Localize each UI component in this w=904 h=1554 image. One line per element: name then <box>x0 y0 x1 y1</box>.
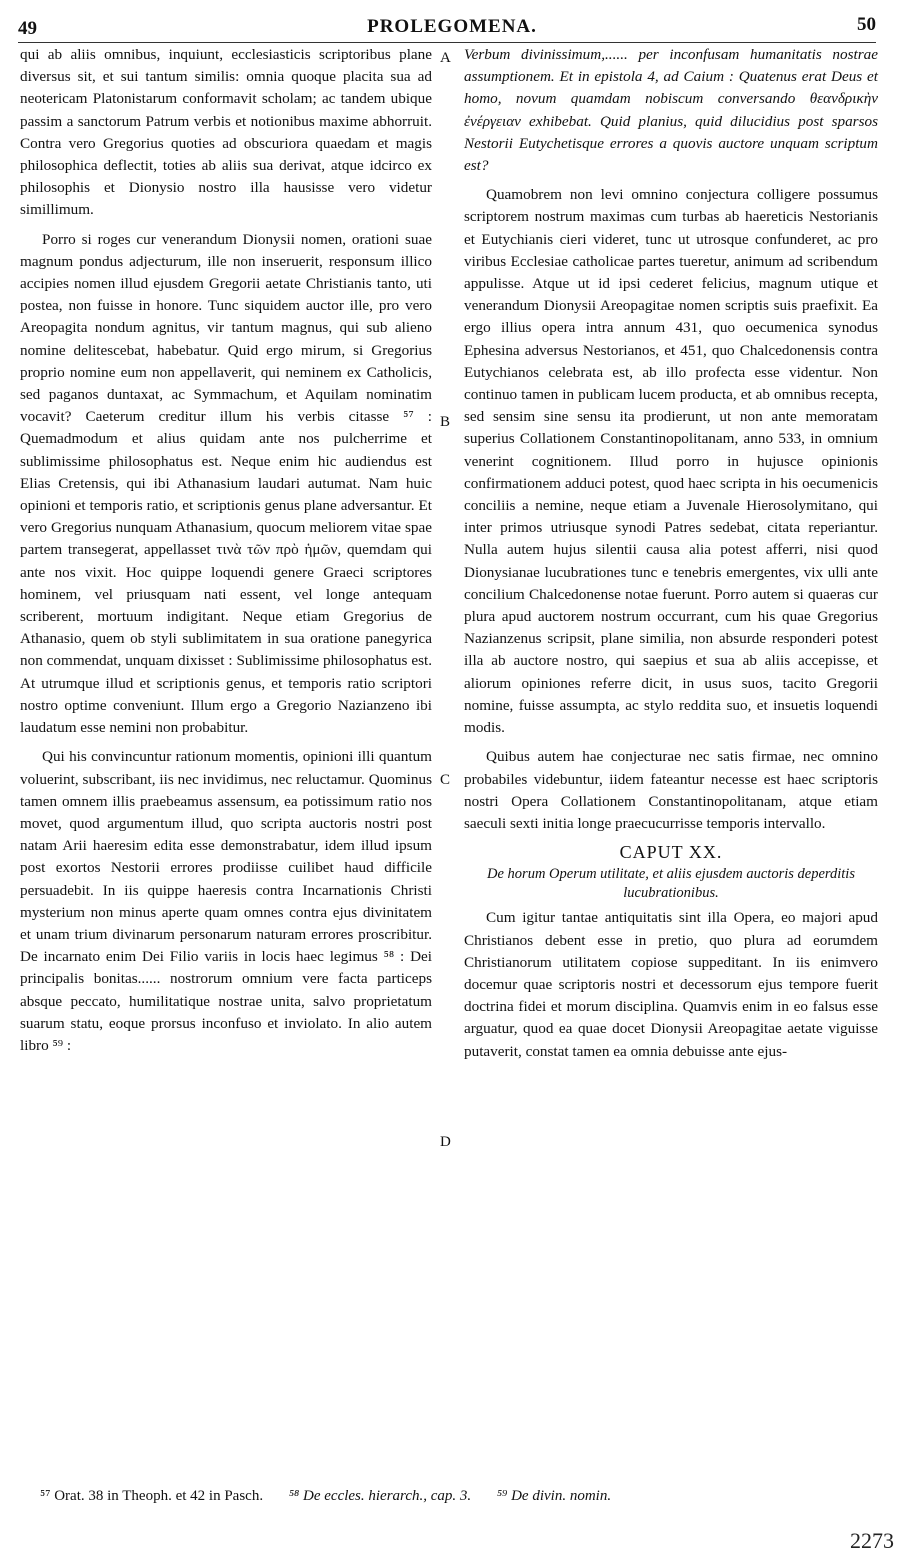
margin-marker-d: D <box>440 1134 451 1150</box>
page-number-right: 50 <box>857 14 876 35</box>
page-number-left: 49 <box>18 18 37 39</box>
right-paragraph-1: Verbum divinissimum,...... per inconfusam humanitatis nostrae assumptionem. Et in epistola 4, ad Caium : Quatenus erat Deus et homo, novum quamdam nobiscum conversando θεανδρικὴν ἐνέργειαν exhibebat. Quid planius, quid dilucidius post sparsos Nestorii Eutychetisque errores a quovis auctore unquam scriptum est? <box>464 46 878 175</box>
chapter-title: CAPUT XX. <box>619 842 723 863</box>
left-paragraph-2: Porro si roges cur venerandum Dionysii nomen, orationi suae magnum pondus adjecturum, ille non inseruerit, responsum illico accipies nomen illud ejusdem Gregorii aetate Christianis tanto, uti postea, non fuisse in honore. Tunc siquidem auctor ille, pro vero Areopagita nondum agnitus, vir tantum magnus, qui sub alieno nomine delitescebat, habebatur. Quid ergo mirum, si Gregorius proprio nomine eum non appellaverit, qui neminem ex Catholicis, sed paganos duntaxat, ac Symmachum, et Aquilam nominatim vocavit? Caeterum creditur illum his verbis citasse ⁵⁷ : Quemadmodum et alius quidam ante nos pulcherrime et sublimissime philosophatus est. Neque enim hic audiendus est Elias Cretensis, qui ibi Athanasium laudari autumat. Nam huic opinioni et temporis ratio, et scriptionis genus plane adversantur. Et vero Gregorius nunquam Athanasium, quocum meliorem vitae spae partem transegerat, appellasset τινὰ τῶν πρὸ ἡμῶν, quemdam qui ante nos vixit. Hoc quippe loquendi genere Graeci scriptores hominem, vel priusquam nati essent, vel longe antequam scriberent, mortuum indigitant. Neque etiam Gregorius de Athanasio, quem ob styli sublimitatem in sua oratione panegyrica non commendat, unquam dixisset : Sublimissime philosophatus est. At utrumque illud et scriptionis genus, et temporis ratio scriptori nostro optime conveniunt. Illum ergo a Gregorio Nazianzeno ibi laudatum esse nemini non probabitur. <box>20 230 432 737</box>
margin-marker-c: C <box>440 772 451 788</box>
chapter-subtitle: De horum Operum utilitate, et aliis ejusdem auctoris deperditis lucubrationibus. <box>487 866 855 902</box>
left-paragraph-3: Qui his convincuntur rationum momentis, opinioni illi quantum voluerint, subscribant, iis nec invidimus, nec reluctamur. Quominus tamen omnem illis praebeamus assensum, ea potissimum ratio nos movet, quod argumentum illud, quo scripta auctoris nostri post natam Arii haeresim edita esse demonstrabatur, idem illud ipsum post exortos Nestorii errores prodiisse cuilibet haud difficile persuadebit. In iis quippe haeresis contra Incarnationis Christi mysterium non minus aperte quam omnes contra ejus divinitatem et unam trium divinarum personarum naturam errores proscribitur. De incarnato enim Dei Filio variis in locis haec legimus ⁵⁸ : Dei principalis bonitas...... nostrorum omnium vere facta particeps absque peccato, humilitatique nostrae unita, salvo proprietatum suarum statu, eoque prorsus inconfuso et inviolato. In alio autem libro ⁵⁹ : <box>20 748 432 1054</box>
running-title: PROLEGOMENA. <box>367 16 537 37</box>
footnotes <box>40 1488 890 1505</box>
footnote-59: ⁵⁹ De divin. nomin. <box>496 1488 612 1504</box>
left-column <box>20 44 432 1057</box>
footnote-58: ⁵⁸ De eccles. hierarch., cap. 3. <box>288 1488 472 1504</box>
margin-marker-b: B <box>440 414 451 430</box>
header-rule <box>18 42 876 43</box>
running-header <box>0 12 904 42</box>
right-paragraph-2: Quamobrem non levi omnino conjectura colligere possumus scriptorem nostrum maximas cum turbas ab haereticis Nestorianis et Eutychianis cieri videret, tunc ut utrosque confunderet, ac pro viribus Ecclesiae catholicae partes tueretur, animum ad scribendum appulisse. Atque ut id ipsi cederet felicius, magnum utique et venerandum Dionysii Areopagitae nomen scriptis suis praefixit. Ea ergo illius opera intra annum 431, quo oecumenica synodus Ephesina adversus Nestorianos, et 451, quo Chalcedonensis contra Eutychianos celebrata est, ab illo profecta esse videntur. Non continuo tamen in publicam lucem producta, et ab omnibus recepta, sed sensim sine sensu ita prodierunt, ut non ante memoratam superius Collationem Constantinopolitanam, anno 533, in omnium venerint cognitionem. Illud porro in hujusce opinionis confirmationem adduci potest, quod haec scripta in his oecumenicis conciliis a nemine, neque etiam a Juvenale Hierosolymitano, qui inter primos utriusque synodi Patres sedebat, citata reperiantur. Nulla autem hujus silentii causa alia potest afferri, nisi quod Dionysianae lucubrationes tunc e tenebris emergentes, vix ulli ante concilium Chalcedonense notae fuerunt. Porro autem si quaeras cur plura apud auctorem nostrum occurrant, cum his quae Gregorius Nazianzenus scripsit, plane similia, non absurde responderi potest illa ab auctore nostro, qui saepius et sua ab aliis accepisse, et aliorum opiniones referre dicit, in usus suos, tacito Gregorii nomine, fuisse assumpta, ac stylo reddita suo, et insuetis loquendi modis. <box>464 186 878 737</box>
chapter-paragraph: Cum igitur tantae antiquitatis sint illa Opera, eo majori apud Christianos debent esse in pretio, quo plura ad eorumdem Christianorum utilitatem copiose suppeditant. In iis enimvero docemur quae scriptoris nostri et decessorum ejus tempore fuerit doctrina fidei et morum disciplina. Quamvis enim in eo falsus esse arguatur, quod ea quae docet Dionysii Areopagitae aetate viguisse putaverit, constat tamen ea omnia debuisse ante ejus- <box>464 909 878 1060</box>
right-paragraph-3: Quibus autem hae conjecturae nec satis firmae, nec omnino probabiles videbuntur, iidem fateantur necesse est haec scriptoris nostri Opera Collationem Constantinopolitanam, atque etiam saeculi sexti initia longe praecucurrisse temporis intervallo. <box>464 748 878 832</box>
right-column <box>464 44 878 1063</box>
left-paragraph-1: qui ab aliis omnibus, inquiunt, ecclesiasticis scriptoribus plane diversus sit, et sui tantum similis: omnia quoque placita sua ad neotericam Platonistarum conformavit scholam; ac tandem ubique passim a sanctorum Patrum verbis et notionibus maxime abhorruit. Contra vero Gregorius quoties ad obscuriora quaedam et magis philosophica deflectit, toties ab aliis sua derivat, atque idcirco ex philosophis et Dionysio nostro illa hausisse vero videtur simillimum. <box>20 46 432 219</box>
margin-marker-a: A <box>440 50 451 66</box>
footnote-57: ⁵⁷ Orat. 38 in Theoph. et 42 in Pasch. <box>40 1488 264 1504</box>
corner-page-mark: 2273 <box>850 1528 894 1553</box>
